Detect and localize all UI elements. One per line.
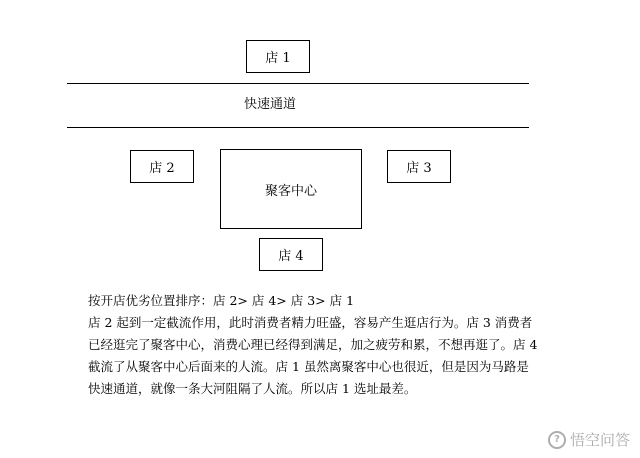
road-bottom-line [67,127,529,128]
road-top-line [67,83,529,84]
store-3-label: 店 3 [406,161,432,176]
gathering-center-label: 聚客中心 [264,183,317,199]
explanation-text [88,290,558,400]
gathering-center-box [220,149,362,229]
explanation-line-1: 店 2 起到一定截流作用，此时消费者精力旺盛，容易产生逛店行为。店 3 消费者 [88,315,533,330]
explanation-line-3: 截流了从聚客中心后面来的人流。店 1 虽然离聚客中心也很近，但是因为马路是 [88,359,529,374]
ranking-line: 按开店优劣位置排序：店 2> 店 4> 店 3> 店 1 [88,293,355,308]
wukong-logo-icon: ? [548,431,566,449]
store-3-box [387,150,451,183]
store-1-box [246,40,310,73]
road-label: 快速通道 [243,97,296,112]
store-4-label: 店 4 [278,249,304,264]
store-4-box [259,238,323,271]
store-2-box [130,150,194,183]
store-1-label: 店 1 [265,51,291,66]
explanation-line-2: 已经逛完了聚客中心，消费心理已经得到满足，加之疲劳和累，不想再逛了。店 4 [88,337,538,352]
explanation-line-4: 快速通道，就像一条大河阻隔了人流。所以店 1 选址最差。 [88,381,417,396]
store-2-label: 店 2 [149,161,175,176]
watermark-text: 悟空问答 [569,431,630,449]
watermark [548,429,630,450]
